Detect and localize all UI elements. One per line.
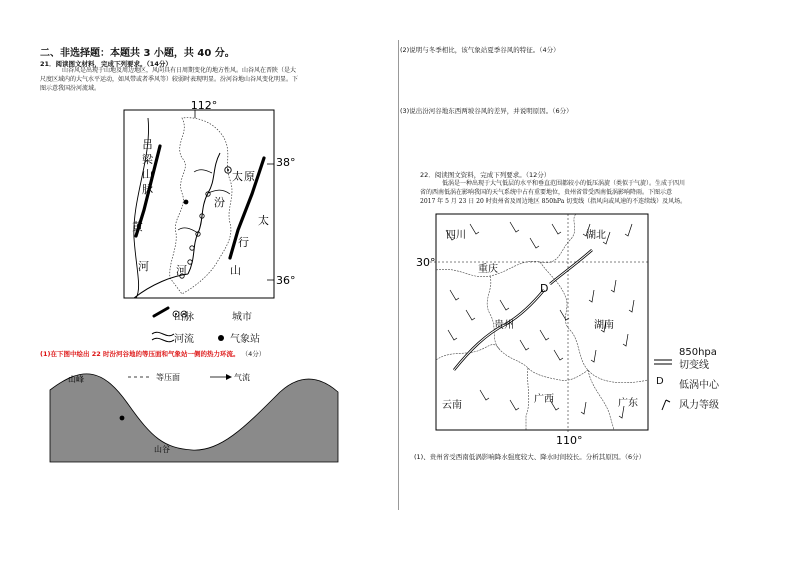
legend-shear-line-top: 850hpa — [679, 347, 717, 358]
terrain-profile — [50, 374, 338, 462]
airflow-label: 气流 — [234, 373, 250, 382]
chongqing-label: 重庆 — [478, 264, 498, 275]
legend-city: 城市 — [232, 312, 252, 323]
q21-para-line: 山谷风是出现于山地及周边地区，风向具有日周期变化的地方性风。山谷风在晋陕（是大 — [62, 67, 297, 74]
q22-heading: 22．阅读图文资料，完成下列要求。（12分） — [420, 171, 551, 179]
legend-station: 气象站 — [230, 334, 260, 345]
sichuan-label: 四川 — [446, 230, 466, 241]
q22-paragraph — [420, 180, 780, 206]
q22-para-line: 省的西南低涡在影响我国的天气系统中占有重要地位，贵州省常受西南低涡影响降雨。下图示意 — [420, 188, 673, 196]
lat-label-38: 38° — [276, 156, 296, 169]
valley-label: 山谷 — [154, 445, 170, 454]
fen-label: 汾 — [214, 196, 225, 209]
q21-sub1-score: （4分） — [241, 350, 266, 358]
q21-paragraph — [40, 67, 390, 93]
hunan-label: 湖南 — [594, 320, 614, 331]
legend-mountain: 山脉 — [174, 312, 194, 323]
river-legend-icon — [152, 332, 174, 335]
q21-sub1-text: (1)在下图中绘出 22 时汾河谷地的等压面和气象站一侧的热力环流。 — [40, 350, 240, 358]
legend-wind-level: 风力等级 — [679, 400, 719, 411]
column-divider — [398, 40, 399, 510]
lvliang-label-2: 梁 — [142, 153, 153, 166]
mountain-legend-icon — [154, 308, 168, 316]
taihang-label-2: 行 — [238, 236, 249, 249]
vortex-center-label: D — [540, 282, 549, 295]
hubei-label: 湖北 — [586, 230, 606, 241]
legend-shear-line — [679, 346, 717, 372]
guizhou-wind-map — [410, 210, 660, 446]
guangxi-label: 广西 — [534, 394, 554, 405]
lat-label-36: 36° — [276, 274, 296, 287]
legend-vortex-symbol: D — [656, 376, 664, 387]
station-legend-icon — [216, 333, 226, 343]
fen-river-basin-map — [112, 98, 308, 308]
legend-vortex: 低涡中心 — [679, 380, 719, 391]
lon-label-112: 112° — [190, 99, 218, 112]
lvliang-label-4: 脉 — [142, 183, 153, 196]
lat-30-label: 30° — [416, 256, 436, 269]
profile-station-icon — [120, 416, 125, 421]
wind-level-legend-icon — [662, 400, 666, 410]
taiyuan-label-1: 太 — [232, 170, 243, 183]
q22-para-line: 2017 年 5 月 23 日 20 时贵州省及周边地区 850hPa 切变线（指风向或风速的不连续线）及风场。 — [420, 197, 687, 205]
fen-he-label: 河 — [176, 264, 187, 277]
he-label: 河 — [138, 260, 149, 273]
q22-sub1: (1)、贵州省受西南低涡影响降水强度较大、降水时间较长。分析其原因。（6分） — [414, 453, 646, 461]
yunnan-label: 云南 — [442, 400, 462, 411]
guizhou-label: 贵州 — [494, 320, 514, 331]
peak-label: 山峰 — [68, 375, 84, 384]
q21-sub3: (3)说出汾河谷地东西两坡谷风的差异，并说明原因。（6分） — [400, 107, 573, 115]
lon-110-label: 110° — [556, 434, 583, 446]
weather-station-icon — [184, 200, 189, 205]
fen-river-line — [188, 153, 220, 274]
q21-para-line: 图示意我国汾河流域。 — [40, 84, 101, 92]
isobar-label: 等压面 — [156, 373, 180, 382]
taihang-label-1: 太 — [258, 214, 269, 227]
q21-sub2: (2)说明与冬季相比，该气象站夏季谷风的特征。（4分） — [400, 46, 560, 54]
q22-para-line: 低涡是一种出现于大气低层的水平和垂直范围都较小的低压涡旋（类似于气旋）。生成于四川 — [442, 180, 686, 187]
q21-sub1 — [40, 349, 265, 358]
taihang-label-3: 山 — [230, 264, 241, 277]
taiyuan-label-2: 原 — [244, 170, 255, 183]
huang-label: 黄 — [132, 220, 143, 233]
q21-para-line: 尺度区域内的大气水平运动，如风带或者季风等）较弱时表现明显。汾河谷地山谷风变化明显。下 — [40, 75, 299, 83]
legend-river: 河流 — [174, 334, 194, 345]
lvliang-label-1: 吕 — [142, 138, 153, 151]
section-title: 二、非选择题：本题共 3 小题，共 40 分。 — [40, 48, 235, 59]
lvliang-label-3: 山 — [142, 168, 153, 181]
valley-profile-diagram — [44, 366, 384, 466]
q21-heading: 21．阅读图文材料，完成下列要求。（14分） — [40, 60, 172, 68]
legend-shear-line-bottom: 切变线 — [679, 360, 709, 371]
guangdong-label: 广东 — [618, 398, 638, 409]
